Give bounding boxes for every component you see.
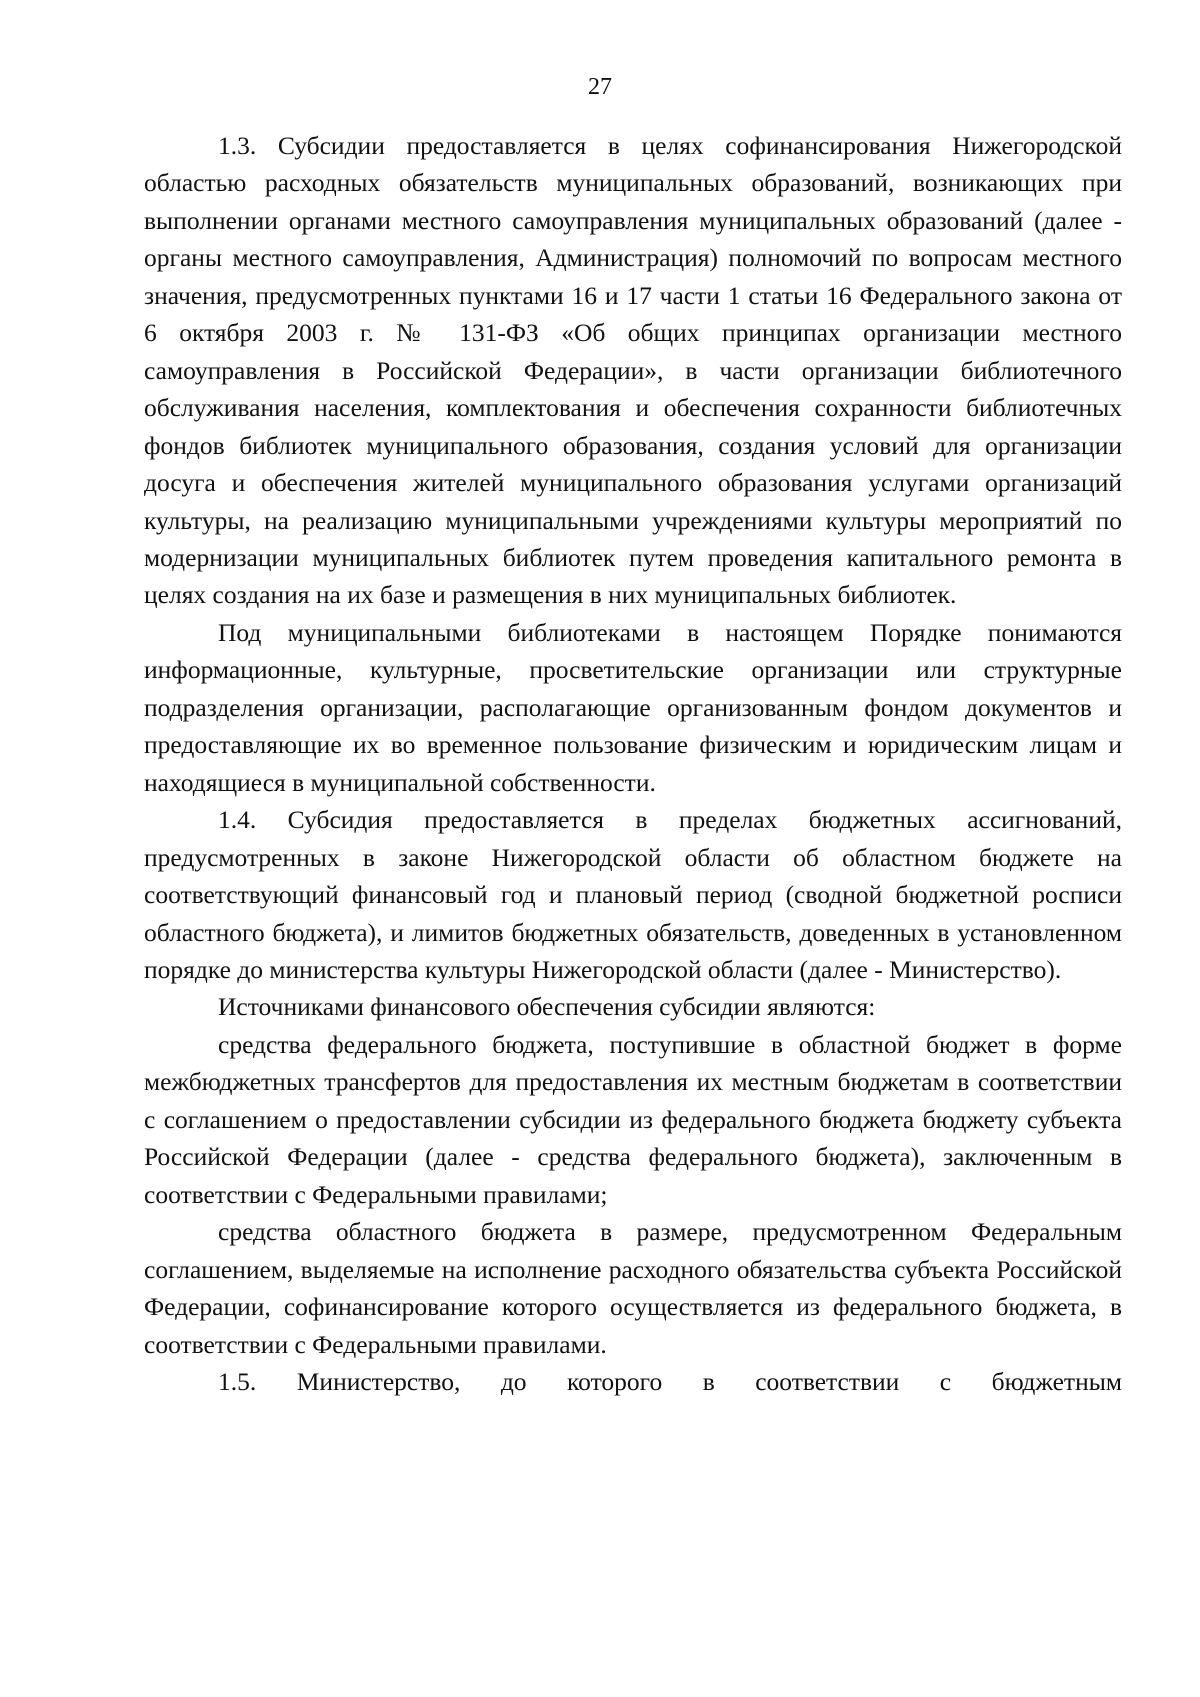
paragraph-1-3: 1.3. Субсидии предоставляется в целях софинансирования Нижегородской областью расходных обязательств муниципальных образований, возникающих при выполнении органами местного самоуправления муниципальных образований (далее - органы местного самоуправления, Администрация) полномочий по вопросам местного значения, предусмотренных пунктами 16 и 17 части 1 статьи 16 Федерального закона от 6 октября 2003 г. № 131-ФЗ «Об общих принципах организации местного самоуправления в Российской Федерации», в части организации библиотечного обслуживания населения, комплектования и обеспечения сохранности библиотечных фондов библиотек муниципального образования, создания условий для организации досуга и обеспечения жителей муниципального образования услугами организаций культуры, на реализацию муниципальными учреждениями культуры мероприятий по модернизации муниципальных библиотек путем проведения капитального ремонта в целях создания на их базе и размещения в них муниципальных библиотек. (144, 131, 1122, 610)
paragraph-1-4: 1.4. Субсидия предоставляется в пределах бюджетных ассигнований, предусмотренных в законе Нижегородской области об областном бюджете на соответствующий финансовый год и плановый период (сводной бюджетной росписи областного бюджета), и лимитов бюджетных обязательств, доведенных в установленном порядке до министерства культуры Нижегородской области (далее - Министерство). (144, 805, 1122, 984)
paragraph-funding-sources-intro: Источниками финансового обеспечения субсидии являются: (218, 992, 876, 1022)
document-body (144, 127, 1122, 1400)
paragraph-1-5: 1.5. Министерство, до которого в соответствии с бюджетным (218, 1366, 1122, 1396)
page-number: 27 (588, 74, 612, 100)
paragraph-federal-funds: средства федерального бюджета, поступившие в областной бюджет в форме межбюджетных трансфертов для предоставления их местным бюджетам в соответствии с соглашением о предоставлении субсидии из федерального бюджета бюджету субъекта Российской Федерации (далее - средства федерального бюджета), заключенным в соответствии с Федеральными правилами; (144, 1029, 1122, 1209)
paragraph-regional-funds: средства областного бюджета в размере, предусмотренном Федеральным соглашением, выделяемые на исполнение расходного обязательства субъекта Российской Федерации, софинансирование которого осуществляется из федерального бюджета, в соответствии с Федеральными правилами. (144, 1217, 1122, 1359)
paragraph-municipal-libraries-definition: Под муниципальными библиотеками в настоящем Порядке понимаются информационные, культурные, просветительские организации или структурные подразделения организации, располагающие организованным фондом документов и предоставляющие их во временное пользование физическим и юридическим лицам и находящиеся в муниципальной собственности. (144, 617, 1122, 797)
